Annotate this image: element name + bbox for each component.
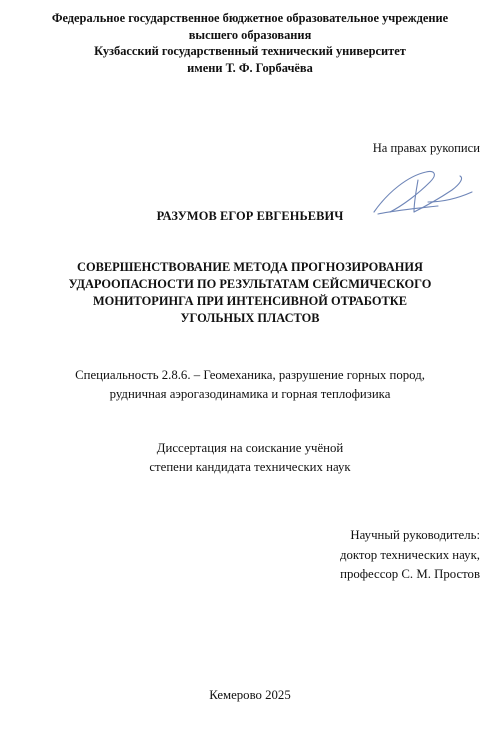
manuscript-rights-text: На правах рукописи: [372, 141, 480, 155]
title-line: УГОЛЬНЫХ ПЛАСТОВ: [180, 311, 320, 325]
degree-line: Диссертация на соискание учёной: [156, 441, 344, 455]
specialty: [0, 366, 500, 404]
supervisor-line: доктор технических наук,: [339, 547, 480, 562]
city-year: Кемерово 2025: [209, 688, 291, 702]
institution-line: высшего образования: [188, 27, 312, 42]
institution-line: Кузбасский государственный технический университет: [94, 44, 406, 58]
author-name: РАЗУМОВ ЕГОР ЕВГЕНЬЕВИЧ: [156, 209, 344, 223]
dissertation-degree: [0, 439, 500, 477]
specialty-line: Специальность 2.8.6. – Геомеханика, разрушение горных пород,: [75, 368, 425, 382]
supervisor-line: Научный руководитель:: [350, 528, 480, 542]
supervisor-line: профессор С. М. Простов: [340, 567, 480, 581]
dissertation-title: [0, 259, 500, 327]
institution-line: Федеральное государственное бюджетное образовательное учреждение: [51, 11, 449, 25]
manuscript-rights: [373, 139, 480, 158]
supervisor: [340, 526, 480, 585]
institution-header: [0, 10, 500, 76]
title-line: МОНИТОРИНГА ПРИ ИНТЕНСИВНОЙ ОТРАБОТКЕ: [92, 294, 408, 308]
institution-line: имени Т. Ф. Горбачёва: [187, 60, 313, 75]
title-line: СОВЕРШЕНСТВОВАНИЕ МЕТОДА ПРОГНОЗИРОВАНИЯ: [77, 260, 423, 274]
degree-line: степени кандидата технических наук: [149, 460, 351, 474]
specialty-line: рудничная аэрогазодинамика и горная теплофизика: [109, 387, 391, 401]
title-line: УДАРООПАСНОСТИ ПО РЕЗУЛЬТАТАМ СЕЙСМИЧЕСКОГО: [68, 277, 432, 291]
